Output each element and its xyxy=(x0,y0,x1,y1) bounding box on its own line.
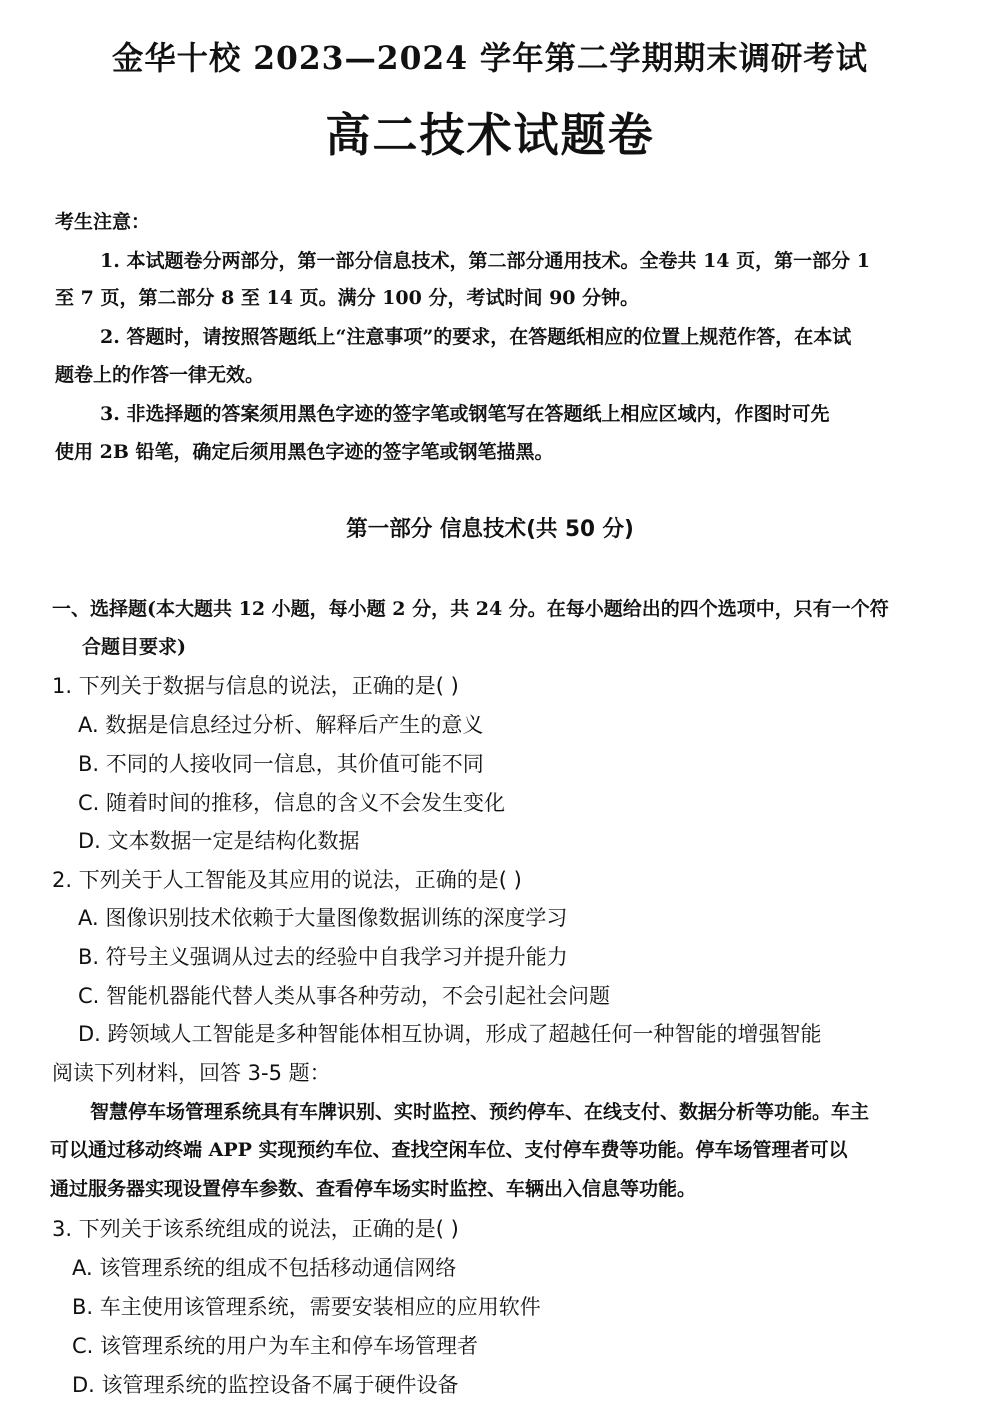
notice-line: 题卷上的作答一律无效。 xyxy=(55,364,265,386)
material-line: 可以通过移动终端 APP 实现预约车位、查找空闲车位、支付停车费等功能。停车场管理者可以 xyxy=(50,1139,848,1161)
notice-line: 1. 本试题卷分两部分，第一部分信息技术，第二部分通用技术。全卷共 14 页，第一部分 1 xyxy=(100,250,870,272)
question-option: C. 随着时间的推移，信息的含义不会发生变化 xyxy=(78,791,506,815)
material-line: 通过服务器实现设置停车参数、查看停车场实时监控、车辆出入信息等功能。 xyxy=(50,1178,697,1200)
question-option: D. 跨领域人工智能是多种智能体相互协调，形成了超越任何一种智能的增强智能 xyxy=(78,1022,822,1046)
section-heading: 第一部分 信息技术(共 50 分) xyxy=(346,517,634,542)
notice-line: 2. 答题时，请按照答题纸上“注意事项”的要求，在答题纸相应的位置上规范作答，在本试 xyxy=(100,326,852,348)
material-line: 智慧停车场管理系统具有车牌识别、实时监控、预约停车、在线支付、数据分析等功能。车主 xyxy=(90,1101,870,1123)
part-heading-line: 一、选择题(本大题共 12 小题，每小题 2 分，共 24 分。在每小题给出的四个选项中，只有一个符 xyxy=(52,598,889,620)
exam-title: 金华十校 2023—2024 学年第二学期期末调研考试 xyxy=(111,39,868,77)
notice-line: 使用 2B 铅笔，确定后须用黑色字迹的签字笔或钢笔描黑。 xyxy=(55,441,554,463)
question-option: A. 数据是信息经过分析、解释后产生的意义 xyxy=(78,713,484,737)
question-option: A. 该管理系统的组成不包括移动通信网络 xyxy=(72,1256,457,1280)
notice-line: 3. 非选择题的答案须用黑色字迹的签字笔或钢笔写在答题纸上相应区域内，作图时可先 xyxy=(100,403,830,425)
question-stem: 2. 下列关于人工智能及其应用的说法，正确的是( ) xyxy=(52,868,522,892)
notice-line: 至 7 页，第二部分 8 至 14 页。满分 100 分，考试时间 90 分钟。 xyxy=(55,287,640,309)
question-option: A. 图像识别技术依赖于大量图像数据训练的深度学习 xyxy=(78,906,568,930)
material-intro: 阅读下列材料，回答 3-5 题： xyxy=(52,1061,331,1085)
question-option: B. 符号主义强调从过去的经验中自我学习并提升能力 xyxy=(78,945,568,969)
question-option: D. 文本数据一定是结构化数据 xyxy=(78,829,360,853)
question-stem: 1. 下列关于数据与信息的说法，正确的是( ) xyxy=(52,674,459,698)
question-option: C. 该管理系统的用户为车主和停车场管理者 xyxy=(72,1334,479,1358)
question-option: B. 不同的人接收同一信息，其价值可能不同 xyxy=(78,752,484,776)
part-heading-line: 合题目要求) xyxy=(82,636,186,658)
notice-heading: 考生注意： xyxy=(55,211,151,233)
question-option: D. 该管理系统的监控设备不属于硬件设备 xyxy=(72,1373,459,1397)
question-stem: 3. 下列关于该系统组成的说法，正确的是( ) xyxy=(52,1217,459,1241)
exam-subtitle: 高二技术试题卷 xyxy=(325,108,655,162)
question-option: B. 车主使用该管理系统，需要安装相应的应用软件 xyxy=(72,1295,541,1319)
question-option: C. 智能机器能代替人类从事各种劳动，不会引起社会问题 xyxy=(78,984,611,1008)
